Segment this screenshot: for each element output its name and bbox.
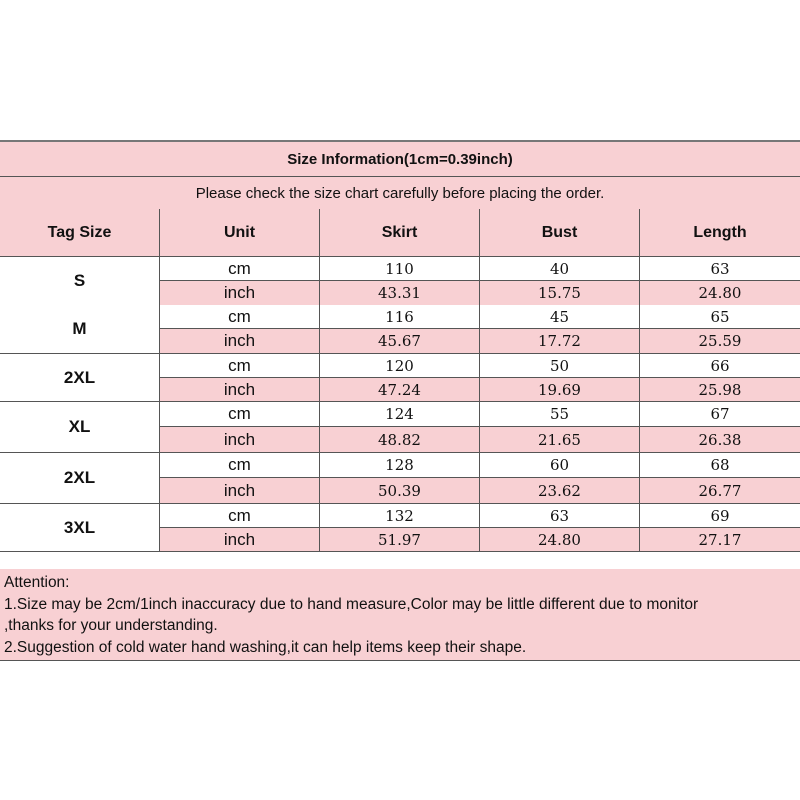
tag-size-cell: 3XL bbox=[0, 504, 160, 552]
inch-row bbox=[160, 281, 800, 306]
note-line: Attention: bbox=[4, 574, 70, 591]
cm-row bbox=[160, 453, 800, 478]
unit-cell: inch bbox=[160, 528, 320, 552]
length-cell: 26.77 bbox=[640, 478, 800, 504]
skirt-cell: 116 bbox=[320, 305, 480, 329]
note-line: 2.Suggestion of cold water hand washing,it can help items keep their shape. bbox=[4, 638, 527, 656]
inch-row bbox=[160, 528, 800, 552]
length-cell: 24.80 bbox=[640, 281, 800, 306]
size-group bbox=[0, 402, 800, 453]
unit-cell: cm bbox=[160, 305, 320, 329]
skirt-cell: 132 bbox=[320, 504, 480, 528]
size-group bbox=[0, 453, 800, 504]
unit-cell: inch bbox=[160, 378, 320, 402]
bust-cell: 19.69 bbox=[480, 378, 640, 402]
note-line: 1.Size may be 2cm/1inch inaccuracy due to hand measure,Color may be little different due to monitor bbox=[4, 595, 699, 613]
length-cell: 27.17 bbox=[640, 528, 800, 552]
cm-row bbox=[160, 257, 800, 281]
skirt-cell: 124 bbox=[320, 402, 480, 427]
inch-row bbox=[160, 478, 800, 504]
tag-size-cell: S bbox=[0, 257, 160, 306]
header-row bbox=[0, 209, 800, 257]
cm-row bbox=[160, 305, 800, 329]
length-cell: 66 bbox=[640, 354, 800, 378]
length-cell: 25.59 bbox=[640, 329, 800, 354]
unit-cell: cm bbox=[160, 257, 320, 281]
bust-cell: 15.75 bbox=[480, 281, 640, 306]
skirt-cell: 45.67 bbox=[320, 329, 480, 354]
length-cell: 68 bbox=[640, 453, 800, 478]
unit-cell: cm bbox=[160, 402, 320, 427]
unit-cell: cm bbox=[160, 504, 320, 528]
tag-size-cell: XL bbox=[0, 402, 160, 453]
unit-cell: inch bbox=[160, 427, 320, 453]
unit-cell: inch bbox=[160, 329, 320, 354]
skirt-cell: 50.39 bbox=[320, 478, 480, 504]
chart-subtitle: Please check the size chart carefully before placing the order. bbox=[0, 177, 800, 210]
length-cell: 69 bbox=[640, 504, 800, 528]
header-tag-size: Tag Size bbox=[0, 209, 160, 257]
bust-cell: 23.62 bbox=[480, 478, 640, 504]
bust-cell: 60 bbox=[480, 453, 640, 478]
skirt-cell: 128 bbox=[320, 453, 480, 478]
note-line: ,thanks for your understanding. bbox=[4, 617, 218, 634]
unit-cell: inch bbox=[160, 478, 320, 504]
skirt-cell: 120 bbox=[320, 354, 480, 378]
header-unit: Unit bbox=[160, 209, 320, 257]
inch-row bbox=[160, 329, 800, 354]
header-bust: Bust bbox=[480, 209, 640, 257]
size-group bbox=[0, 504, 800, 552]
unit-cell: cm bbox=[160, 354, 320, 378]
skirt-cell: 51.97 bbox=[320, 528, 480, 552]
length-cell: 65 bbox=[640, 305, 800, 329]
bust-cell: 50 bbox=[480, 354, 640, 378]
unit-cell: cm bbox=[160, 453, 320, 478]
attention-notes bbox=[0, 569, 800, 661]
inch-row bbox=[160, 427, 800, 453]
cm-row bbox=[160, 354, 800, 378]
cm-row bbox=[160, 402, 800, 427]
inch-row bbox=[160, 378, 800, 402]
bust-cell: 40 bbox=[480, 257, 640, 281]
cm-row bbox=[160, 504, 800, 528]
tag-size-cell: M bbox=[0, 305, 160, 354]
length-cell: 67 bbox=[640, 402, 800, 427]
bust-cell: 45 bbox=[480, 305, 640, 329]
length-cell: 26.38 bbox=[640, 427, 800, 453]
size-group bbox=[0, 305, 800, 354]
skirt-cell: 48.82 bbox=[320, 427, 480, 453]
chart-title: Size Information(1cm=0.39inch) bbox=[0, 142, 800, 177]
tag-size-cell: 2XL bbox=[0, 354, 160, 402]
unit-cell: inch bbox=[160, 281, 320, 306]
bust-cell: 21.65 bbox=[480, 427, 640, 453]
bust-cell: 24.80 bbox=[480, 528, 640, 552]
length-cell: 63 bbox=[640, 257, 800, 281]
length-cell: 25.98 bbox=[640, 378, 800, 402]
bust-cell: 55 bbox=[480, 402, 640, 427]
header-length: Length bbox=[640, 209, 800, 257]
bust-cell: 17.72 bbox=[480, 329, 640, 354]
skirt-cell: 110 bbox=[320, 257, 480, 281]
size-group bbox=[0, 354, 800, 402]
bust-cell: 63 bbox=[480, 504, 640, 528]
skirt-cell: 47.24 bbox=[320, 378, 480, 402]
tag-size-cell: 2XL bbox=[0, 453, 160, 504]
size-group bbox=[0, 257, 800, 306]
header-skirt: Skirt bbox=[320, 209, 480, 257]
skirt-cell: 43.31 bbox=[320, 281, 480, 306]
